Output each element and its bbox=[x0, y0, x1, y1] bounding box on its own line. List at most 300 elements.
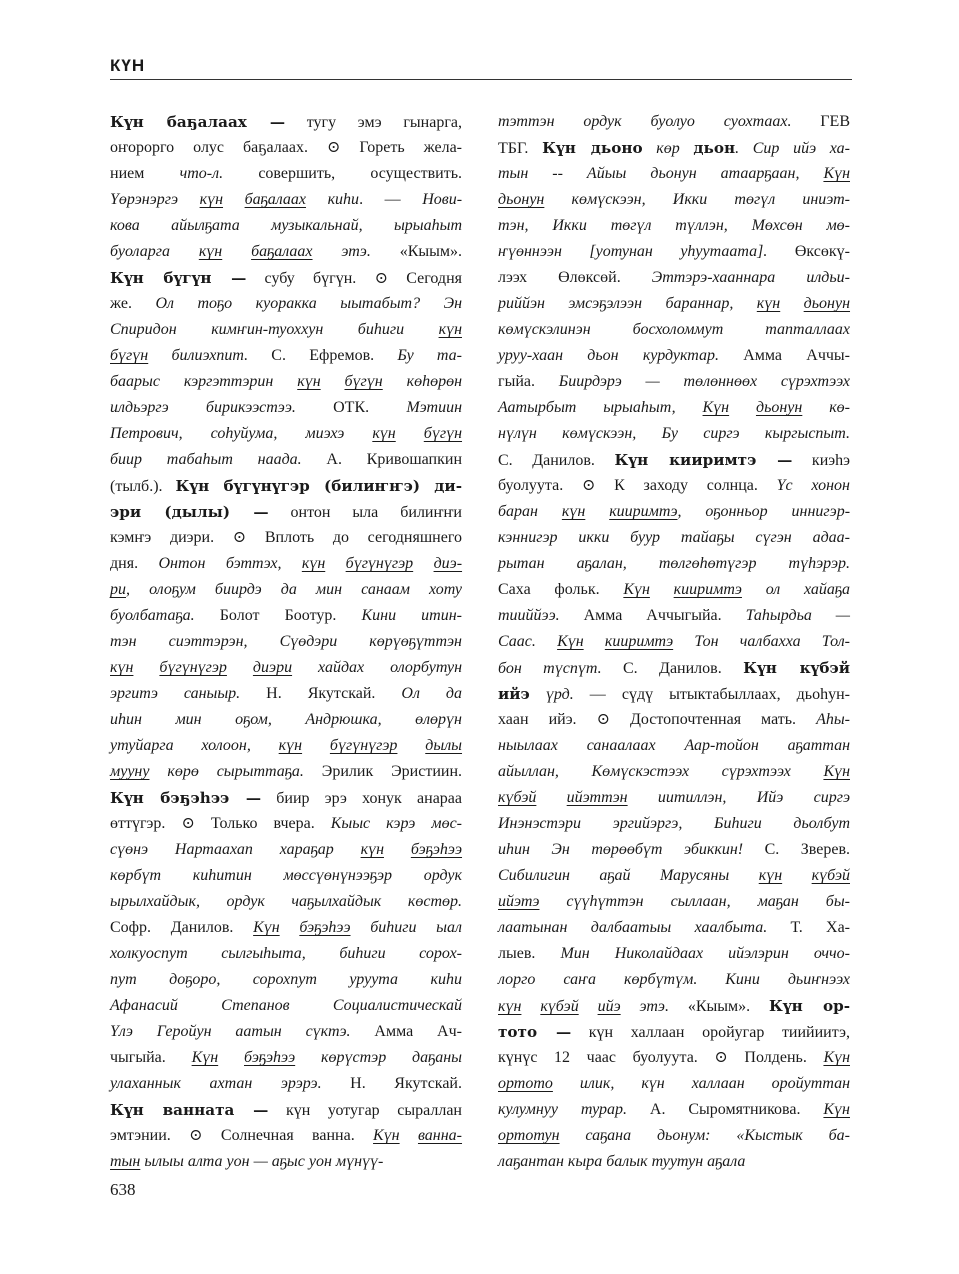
text-line bbox=[498, 707, 850, 733]
italic-text: Спиридон кимҥин-туоххун биһиги bbox=[110, 321, 439, 338]
text-line bbox=[110, 1019, 462, 1045]
underlined-example: бүгүнүгэр bbox=[159, 659, 227, 676]
italic-text: айыллан, Көмүскэстээх сүрэхтээх bbox=[498, 763, 824, 780]
text-line bbox=[110, 421, 462, 447]
underlined-example: күн bbox=[372, 425, 396, 442]
underlined-example: бэҕэһээ bbox=[244, 1049, 296, 1066]
italic-text: тын -- Айыы дьонун атаарҕаан, bbox=[498, 165, 824, 182]
italic-text: , олоҕум биирдэ да мин санаам хоту bbox=[126, 581, 462, 598]
underlined-example: бүгүн bbox=[344, 373, 383, 390]
header-rule bbox=[110, 79, 852, 80]
underlined-example: күн bbox=[756, 295, 781, 312]
text: тугу эмэ гынарга, bbox=[285, 114, 462, 131]
text-line bbox=[498, 239, 850, 265]
text-line bbox=[110, 447, 462, 473]
text: нием bbox=[110, 165, 180, 182]
underlined-example: күн bbox=[438, 321, 462, 338]
italic-text bbox=[302, 737, 330, 754]
underlined-example: Күн bbox=[823, 763, 850, 780]
underlined-example: күн bbox=[297, 373, 321, 390]
italic-text bbox=[413, 555, 433, 572]
underlined-example: күн bbox=[561, 503, 586, 520]
text: Өксөкү- bbox=[767, 243, 850, 260]
text-line bbox=[498, 369, 850, 395]
text-line bbox=[110, 759, 462, 785]
underlined-example: ортото bbox=[498, 1075, 553, 1092]
headword: Күн кииримтэ — bbox=[614, 451, 793, 469]
text: биир эрэ хонук анараа bbox=[261, 790, 463, 807]
text-line bbox=[498, 941, 850, 967]
italic-text: көр bbox=[642, 140, 694, 157]
italic-text: Мин Николайдаах ийэлэрин оччо- bbox=[560, 945, 851, 962]
text-line bbox=[110, 889, 462, 915]
text-line bbox=[498, 499, 850, 525]
italic-text: Бу та- bbox=[397, 347, 463, 364]
underlined-example: бүгүн bbox=[110, 347, 149, 364]
italic-text: Саас. bbox=[498, 633, 558, 650]
text: Н. Якутскай. bbox=[240, 685, 402, 702]
underlined-example: күн bbox=[758, 867, 783, 884]
text-line bbox=[110, 863, 462, 889]
left-column bbox=[110, 109, 462, 1175]
text-line bbox=[498, 1045, 850, 1071]
italic-text bbox=[227, 659, 253, 676]
underlined-example: ри bbox=[110, 581, 126, 598]
text-line bbox=[110, 1149, 462, 1175]
underlined-example: дылы bbox=[425, 737, 463, 754]
text-line bbox=[498, 135, 850, 161]
italic-text: кэннигэр икки буур тайаҕы сүгэн адаа- bbox=[498, 529, 850, 546]
italic-text: сүүһүттэн сыллаан, маҕан бы- bbox=[539, 893, 850, 910]
text-line bbox=[110, 837, 462, 863]
text-line bbox=[498, 421, 850, 447]
italic-text: Тон чалбахха Тол- bbox=[673, 633, 851, 650]
italic-text: риййэн эмсэҕэлээн бараннар, bbox=[498, 295, 757, 312]
text: С. Ефремов. bbox=[248, 347, 398, 364]
text-line bbox=[498, 759, 850, 785]
underlined-example: Күн bbox=[373, 1127, 400, 1144]
italic-text: бон түспүт. bbox=[498, 660, 602, 677]
text-line bbox=[498, 213, 850, 239]
text-line bbox=[110, 213, 462, 239]
underlined-example: күн bbox=[498, 998, 522, 1015]
italic-text bbox=[650, 581, 674, 598]
italic-text: тэн, Икки төгүл түллэн, Мөхсөн мө- bbox=[498, 217, 850, 234]
text: Эрилик Эристиин. bbox=[303, 763, 462, 780]
italic-text: хайдах олорбутун bbox=[292, 659, 463, 676]
text-line bbox=[498, 603, 850, 629]
text-line bbox=[498, 343, 850, 369]
italic-text: тииййээ. bbox=[498, 607, 560, 624]
text: киэһэ bbox=[792, 452, 850, 469]
text-line bbox=[498, 1123, 850, 1149]
italic-text: Аһы- bbox=[816, 711, 850, 728]
italic-text: кова айылҕата музыкальнай, ырыаһыт bbox=[110, 217, 462, 234]
headword: Күн ванната — bbox=[110, 1101, 269, 1119]
italic-text: нүлүн көмүскээн, Бу сиргэ кыргыспыт. bbox=[498, 425, 850, 442]
text-line bbox=[498, 681, 850, 707]
underlined-example: диэри bbox=[252, 659, 293, 676]
underlined-example: бэҕэһээ bbox=[410, 841, 463, 858]
italic-text bbox=[223, 191, 245, 208]
text-line bbox=[498, 265, 850, 291]
text: дня. bbox=[110, 555, 159, 572]
text: күнүс 12 чаас буолуута. ⊙ Полдень. bbox=[498, 1049, 824, 1066]
text-line bbox=[110, 187, 462, 213]
underlined-example: диэ- bbox=[433, 555, 463, 572]
italic-text: улаханнык ахтан эрэрэ. bbox=[110, 1075, 322, 1092]
italic-text: Үөрэнэргэ bbox=[110, 191, 200, 208]
right-column bbox=[498, 109, 850, 1175]
text-line bbox=[498, 733, 850, 759]
headword: Күн бэҕэһээ — bbox=[110, 789, 262, 807]
underlined-example: тын bbox=[110, 1153, 141, 1170]
text-line bbox=[110, 1097, 462, 1123]
text-line bbox=[110, 915, 462, 941]
italic-text: баарыс кэргэттэрин bbox=[110, 373, 298, 390]
text-line bbox=[110, 629, 462, 655]
underlined-example: күн bbox=[278, 737, 303, 754]
italic-text bbox=[585, 503, 609, 520]
italic-text bbox=[780, 295, 803, 312]
underlined-example: бэҕэһээ bbox=[299, 919, 351, 936]
underlined-example: күбэй bbox=[540, 998, 579, 1015]
text: (тылб.). bbox=[110, 478, 176, 495]
text-line bbox=[498, 863, 850, 889]
underlined-example: кииримтэ bbox=[609, 503, 678, 520]
text-line bbox=[498, 629, 850, 655]
text: А. Кривошапкин bbox=[301, 451, 463, 468]
text-line bbox=[110, 941, 462, 967]
text-line bbox=[110, 369, 462, 395]
italic-text: Ол тоҕо куоракка ыытабыт? Эн bbox=[155, 295, 462, 312]
text: кэмҥэ диэри. ⊙ Вплоть до сегодняшнего bbox=[110, 529, 462, 546]
underlined-example: дьонун bbox=[498, 191, 545, 208]
italic-text bbox=[321, 373, 345, 390]
underlined-example: баҕалаах bbox=[244, 191, 307, 208]
italic-text bbox=[325, 555, 345, 572]
underlined-example: Күн bbox=[823, 165, 850, 182]
text-line bbox=[498, 395, 850, 421]
underlined-example: ийэттэн bbox=[566, 789, 628, 806]
text-line bbox=[110, 1071, 462, 1097]
underlined-example: күбэй bbox=[811, 867, 850, 884]
italic-text: көрбүт киһитин мөссүөнүнээҕэр ордук bbox=[110, 867, 462, 884]
italic-text: иитиллэн, Ийэ сиргэ bbox=[627, 789, 850, 806]
italic-text bbox=[579, 998, 598, 1015]
text-line bbox=[498, 915, 850, 941]
text: С. Зверев. bbox=[743, 841, 850, 858]
italic-text: пут доҕоро, сорохпут уруута киһи bbox=[110, 971, 462, 988]
text-line bbox=[498, 291, 850, 317]
italic-text: ныылаах санаалаах Аар-тойон аҕаттан bbox=[498, 737, 850, 754]
italic-text bbox=[384, 841, 411, 858]
headword: Күн ор- bbox=[769, 997, 851, 1015]
text-line bbox=[498, 993, 850, 1019]
text-line bbox=[110, 1045, 462, 1071]
text: эмтэнии. ⊙ Солнечная ванна. bbox=[110, 1127, 374, 1144]
italic-text bbox=[782, 867, 811, 884]
underlined-example: кииримтэ bbox=[673, 581, 742, 598]
text-line bbox=[110, 135, 462, 161]
italic-text bbox=[222, 243, 251, 260]
text-line bbox=[498, 837, 850, 863]
headword: Күн дьоно bbox=[542, 139, 643, 157]
text: ТБГ. bbox=[498, 140, 543, 157]
italic-text: Үс хонон bbox=[776, 477, 850, 494]
text-line bbox=[498, 1149, 850, 1175]
text-line bbox=[110, 603, 462, 629]
underlined-example: күн bbox=[360, 841, 384, 858]
text: чыгыйа. bbox=[110, 1049, 192, 1066]
italic-text: уруу-хаан дьон курдуктар. bbox=[498, 347, 719, 364]
text: С. Данилов. bbox=[601, 660, 744, 677]
italic-text: ол хайаҕа bbox=[741, 581, 850, 598]
text-line bbox=[110, 109, 462, 135]
italic-text: көмүскэлинэн босхоломмут тапталлаах bbox=[498, 321, 850, 338]
text-line bbox=[110, 993, 462, 1019]
text-line bbox=[498, 1097, 850, 1123]
italic-text: Нови- bbox=[422, 191, 463, 208]
underlined-example: ортотун bbox=[498, 1127, 560, 1144]
text: Амма Аччы- bbox=[719, 347, 850, 364]
italic-text bbox=[400, 1127, 418, 1144]
underlined-example: Күн bbox=[623, 581, 650, 598]
headword: ийэ bbox=[498, 685, 530, 703]
text-line bbox=[110, 317, 462, 343]
text: — сүдү ытыктабыллаах, дьоһун- bbox=[573, 686, 850, 703]
text: ГЕВ bbox=[791, 113, 850, 130]
italic-text: иһин Эн төрөөбүт эбиккин! bbox=[498, 841, 744, 858]
page-number: 638 bbox=[110, 1180, 136, 1199]
italic-text: көһөрөн bbox=[382, 373, 463, 390]
italic-text: Ол да bbox=[401, 685, 462, 702]
underlined-example: Күн bbox=[557, 633, 584, 650]
text: . — bbox=[359, 191, 423, 208]
underlined-example: Күн bbox=[253, 919, 280, 936]
italic-text: көмүскээн, Икки төгүл иниэт- bbox=[544, 191, 850, 208]
text-line bbox=[110, 707, 462, 733]
italic-text: что-л. bbox=[179, 165, 224, 182]
text-line bbox=[110, 733, 462, 759]
text-line bbox=[498, 161, 850, 187]
italic-text bbox=[280, 919, 300, 936]
text-line bbox=[110, 291, 462, 317]
text-line bbox=[498, 577, 850, 603]
text: же. bbox=[110, 295, 156, 312]
text-line bbox=[110, 473, 462, 499]
italic-text bbox=[218, 1049, 244, 1066]
italic-text: Үлэ Геройун аатын сүктэ. bbox=[110, 1023, 351, 1040]
underlined-example: дьонун bbox=[803, 295, 851, 312]
text-line bbox=[498, 811, 850, 837]
underlined-example: бүгүн bbox=[423, 425, 463, 442]
italic-text: , оҕонньор иннигэр- bbox=[677, 503, 851, 520]
text-line bbox=[498, 1071, 850, 1097]
italic-text: Таһырдьа — bbox=[745, 607, 851, 624]
text-line bbox=[498, 1019, 850, 1045]
italic-text bbox=[397, 737, 425, 754]
italic-text: илдьэргэ бирикээстээ. bbox=[110, 399, 296, 416]
italic-text: көрө сырыттаҕа. bbox=[149, 763, 304, 780]
text-line bbox=[498, 473, 850, 499]
underlined-example: ванна- bbox=[417, 1127, 463, 1144]
italic-text bbox=[521, 998, 540, 1015]
italic-text: Петрович, соһуйума, миэхэ bbox=[110, 425, 373, 442]
text: лээх Өлөксөй. bbox=[498, 269, 652, 286]
underlined-example: күн bbox=[301, 555, 326, 572]
text-line bbox=[110, 785, 462, 811]
text: күн халлаан оройугар тиийиитэ, bbox=[571, 1024, 850, 1041]
running-head: КҮН bbox=[110, 56, 146, 75]
headword: Күн бүгүн — bbox=[110, 269, 247, 287]
text-line bbox=[498, 655, 850, 681]
text-line bbox=[110, 343, 462, 369]
text: күн уотугар сыраллан bbox=[268, 1102, 462, 1119]
text-line bbox=[498, 187, 850, 213]
italic-text: Мэтиин bbox=[406, 399, 463, 416]
italic-text: буоларга bbox=[110, 243, 199, 260]
italic-text: ҥүөннээн [уотунан уһуутаата]. bbox=[498, 243, 768, 260]
italic-text: рытан аҕалан, төлгөһөтүгэр түһэрэр. bbox=[498, 555, 850, 572]
italic-text: лаҕантан кыра балык туутун аҕала bbox=[498, 1153, 746, 1170]
underlined-example: Күн bbox=[702, 399, 730, 416]
italic-text: тэттэн ордук буолуо суохтаах. bbox=[498, 113, 792, 130]
italic-text: үрд. bbox=[529, 686, 574, 703]
italic-text: лорго саҥа көрбүтүм. Кини дьиҥнээх bbox=[498, 971, 850, 988]
text: лыев. bbox=[498, 945, 561, 962]
text-line bbox=[110, 1123, 462, 1149]
underlined-example: ийэтэ bbox=[498, 893, 540, 910]
underlined-example: Күн bbox=[823, 1049, 850, 1066]
text-line bbox=[110, 577, 462, 603]
italic-text: биир табаһыт наада. bbox=[110, 451, 302, 468]
text: ОТК. bbox=[295, 399, 407, 416]
text-line bbox=[110, 395, 462, 421]
underlined-example: кииримтэ bbox=[604, 633, 674, 650]
text: Н. Якутскай. bbox=[321, 1075, 462, 1092]
italic-text: . Сир ийэ ха- bbox=[735, 140, 851, 157]
underlined-example: ийэ bbox=[597, 998, 621, 1015]
text: өттүгэр. ⊙ Только вчера. bbox=[110, 815, 331, 832]
italic-text: утуйарга холоон, bbox=[110, 737, 279, 754]
italic-text: киһи bbox=[306, 191, 360, 208]
italic-text: буолбатаҕа. bbox=[110, 607, 195, 624]
italic-text bbox=[536, 789, 566, 806]
italic-text: билиэхпит. bbox=[148, 347, 249, 364]
text-line bbox=[110, 655, 462, 681]
italic-text bbox=[584, 633, 605, 650]
underlined-example: мууну bbox=[110, 763, 150, 780]
underlined-example: Күн bbox=[823, 1101, 850, 1118]
text-line bbox=[110, 265, 462, 291]
text-line bbox=[110, 525, 462, 551]
italic-text: илик, күн халлаан оройуттан bbox=[552, 1075, 850, 1092]
underlined-example: бүгүнүгэр bbox=[329, 737, 398, 754]
text: Софр. Данилов. bbox=[110, 919, 254, 936]
headword: Күн бүгүнүгэр (билиҥҥэ) ди- bbox=[175, 477, 462, 495]
text: Саха фольк. bbox=[498, 581, 624, 598]
italic-text bbox=[396, 425, 424, 442]
underlined-example: баҕалаах bbox=[251, 243, 313, 260]
italic-text: тэн сиэттэрэн, Сүөдэри көрүөҕүттэн bbox=[110, 633, 462, 650]
italic-text: биһиги ыал bbox=[350, 919, 462, 936]
text-line bbox=[498, 109, 850, 135]
italic-text: кулумнуу турар. bbox=[498, 1101, 627, 1118]
text-line bbox=[110, 811, 462, 837]
text: хаан ийэ. ⊙ Достопочтенная мать. bbox=[498, 711, 817, 728]
headword: дьон bbox=[693, 139, 736, 157]
italic-text: Афанасий Степанов Социалистическай bbox=[110, 997, 462, 1014]
text: «Кыым». bbox=[668, 998, 770, 1015]
headword: Күн күбэй bbox=[743, 659, 850, 677]
text-line bbox=[498, 967, 850, 993]
text-line bbox=[498, 889, 850, 915]
text-line bbox=[498, 447, 850, 473]
text: совершить, осуществить. bbox=[223, 165, 462, 182]
italic-text: Эттэрэ-хааннара илдьи- bbox=[651, 269, 850, 286]
italic-text: көрүстэр даҕаны bbox=[295, 1049, 462, 1066]
italic-text: Кыыс кэрэ мөс- bbox=[330, 815, 462, 832]
italic-text: Биирдэрэ — төлөннөөх сүрэхтээх bbox=[558, 373, 850, 390]
text-line bbox=[498, 551, 850, 577]
text: буолуута. ⊙ К заходу солнца. bbox=[498, 477, 777, 494]
text: онтон ыла билиҥҥи bbox=[268, 504, 462, 521]
text: «Кыым». bbox=[370, 243, 462, 260]
underlined-example: күн bbox=[199, 191, 224, 208]
italic-text: иһин мин оҕом, Андрюшка, өлөрүн bbox=[110, 711, 462, 728]
text-line bbox=[498, 317, 850, 343]
italic-text: Онтон бэттэх, bbox=[158, 555, 302, 572]
text: Т. Ха- bbox=[767, 919, 851, 936]
text-line bbox=[498, 525, 850, 551]
italic-text: ырылхайдык, ордук чаҕылхайдык көстөр. bbox=[110, 893, 462, 910]
italic-text: саҕана дьонум: «Кыстык ба- bbox=[559, 1127, 850, 1144]
headword: тото — bbox=[498, 1023, 572, 1041]
text-line bbox=[110, 967, 462, 993]
italic-text: баран bbox=[498, 503, 562, 520]
italic-text: этэ. bbox=[312, 243, 371, 260]
text-line bbox=[110, 681, 462, 707]
text-line bbox=[110, 499, 462, 525]
italic-text: кө- bbox=[802, 399, 850, 416]
text: Амма Ач- bbox=[350, 1023, 462, 1040]
text-line bbox=[498, 785, 850, 811]
underlined-example: күбэй bbox=[498, 789, 537, 806]
text: Болот Боотур. bbox=[194, 607, 362, 624]
italic-text: эргитэ саныыр. bbox=[110, 685, 241, 702]
text: А. Сыромятникова. bbox=[626, 1101, 824, 1118]
italic-text bbox=[133, 659, 159, 676]
italic-text: ылыы алта уон — аҕыс уон мүнүү- bbox=[140, 1153, 384, 1170]
italic-text: лаатынан далбаатыы хаалбыта. bbox=[498, 919, 768, 936]
italic-text: Сибилигин аҕай Марусяны bbox=[498, 867, 759, 884]
text: С. Данилов. bbox=[498, 452, 615, 469]
text: оҥорорго олус баҕалаах. ⊙ Гореть жела- bbox=[110, 139, 462, 156]
underlined-example: Күн bbox=[191, 1049, 219, 1066]
underlined-example: бүгүнүгэр bbox=[345, 555, 414, 572]
text: Амма Аччыгыйа. bbox=[559, 607, 746, 624]
italic-text bbox=[729, 399, 756, 416]
italic-text: холкуоспут сылгыһыта, биһиги сорох- bbox=[110, 945, 462, 962]
italic-text: Аатырбыт ырыаһыт, bbox=[498, 399, 703, 416]
underlined-example: күн bbox=[198, 243, 223, 260]
text: субу бүгүн. ⊙ Сегодня bbox=[246, 270, 462, 287]
text-line bbox=[110, 239, 462, 265]
text: гыйа. bbox=[498, 373, 559, 390]
italic-text: сүөнэ Нартаахап хараҕар bbox=[110, 841, 361, 858]
headword: эри (дылы) — bbox=[110, 503, 269, 521]
